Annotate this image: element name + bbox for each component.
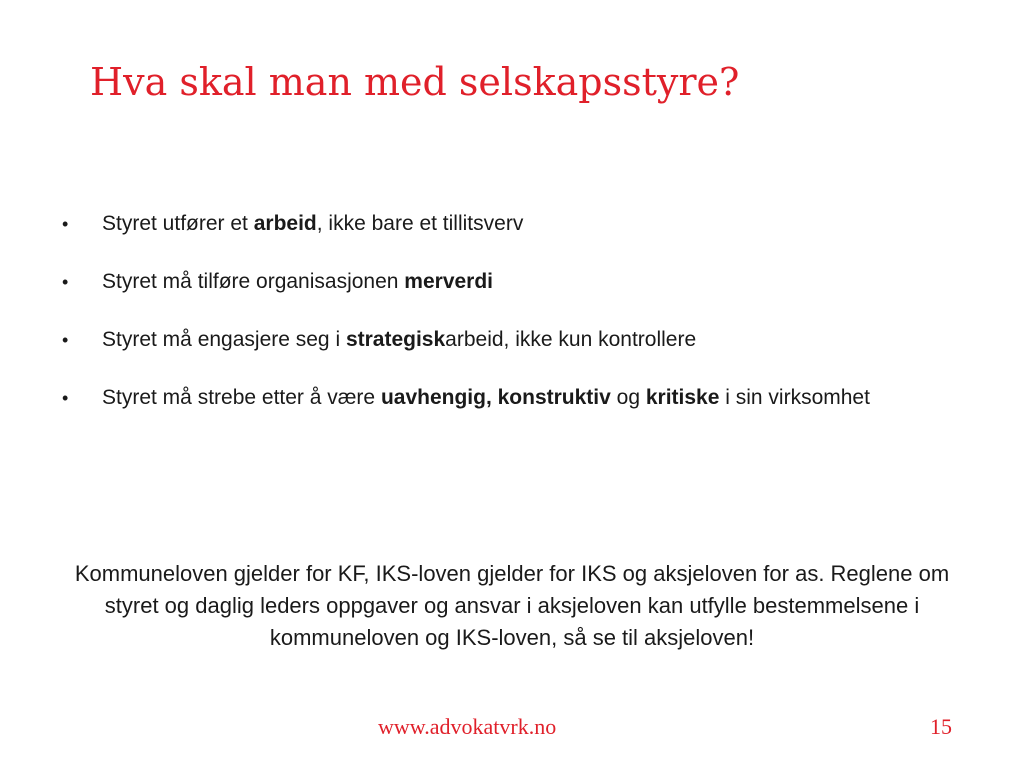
bullet-text: Styret må strebe etter å være [102,386,381,409]
bullet-text: og [610,386,646,409]
bullet-emphasis: merverdi [404,270,494,293]
bullet-text: , ikke bare et tillitsverv [316,212,524,235]
bullet-text: Styret må tilføre organisasjonen [102,270,405,293]
bullet-text: Styret utfører et [102,212,254,235]
bullet-text: Styret må engasjere seg i [102,328,346,351]
bullet-list [62,200,942,432]
note-paragraph: Kommuneloven gjelder for KF, IKS-loven gjelder for IKS og aksjeloven for as. Reglene om styret og daglig leders oppgaver og ansvar i aksjeloven kan utfylle bestemmelsene i kommuneloven og IKS-loven, så se til aksjeloven! [74,561,950,650]
bullet-text: arbeid, ikke kun kontrollere [445,328,697,351]
page-number: 15 [930,714,952,739]
bullet-item [62,258,942,306]
bullet-dot-icon: • [62,330,69,350]
footer-url: www.advokatvrk.no [378,714,557,739]
bullet-dot-icon: • [62,214,69,234]
bullet-emphasis: arbeid [253,212,317,235]
bullet-emphasis: kritiske [645,386,720,409]
bullet-text: i sin virksomhet [719,386,870,409]
bullet-dot-icon: • [62,272,69,292]
bullet-item [62,200,942,248]
bullet-item [62,374,942,422]
slide-title: Hva skal man med selskapsstyre? [90,60,740,104]
bullet-item [62,316,942,364]
bullet-emphasis: uavhengig, konstruktiv [380,386,611,409]
bullet-emphasis: strategisk [345,328,446,351]
bullet-dot-icon: • [62,388,69,408]
